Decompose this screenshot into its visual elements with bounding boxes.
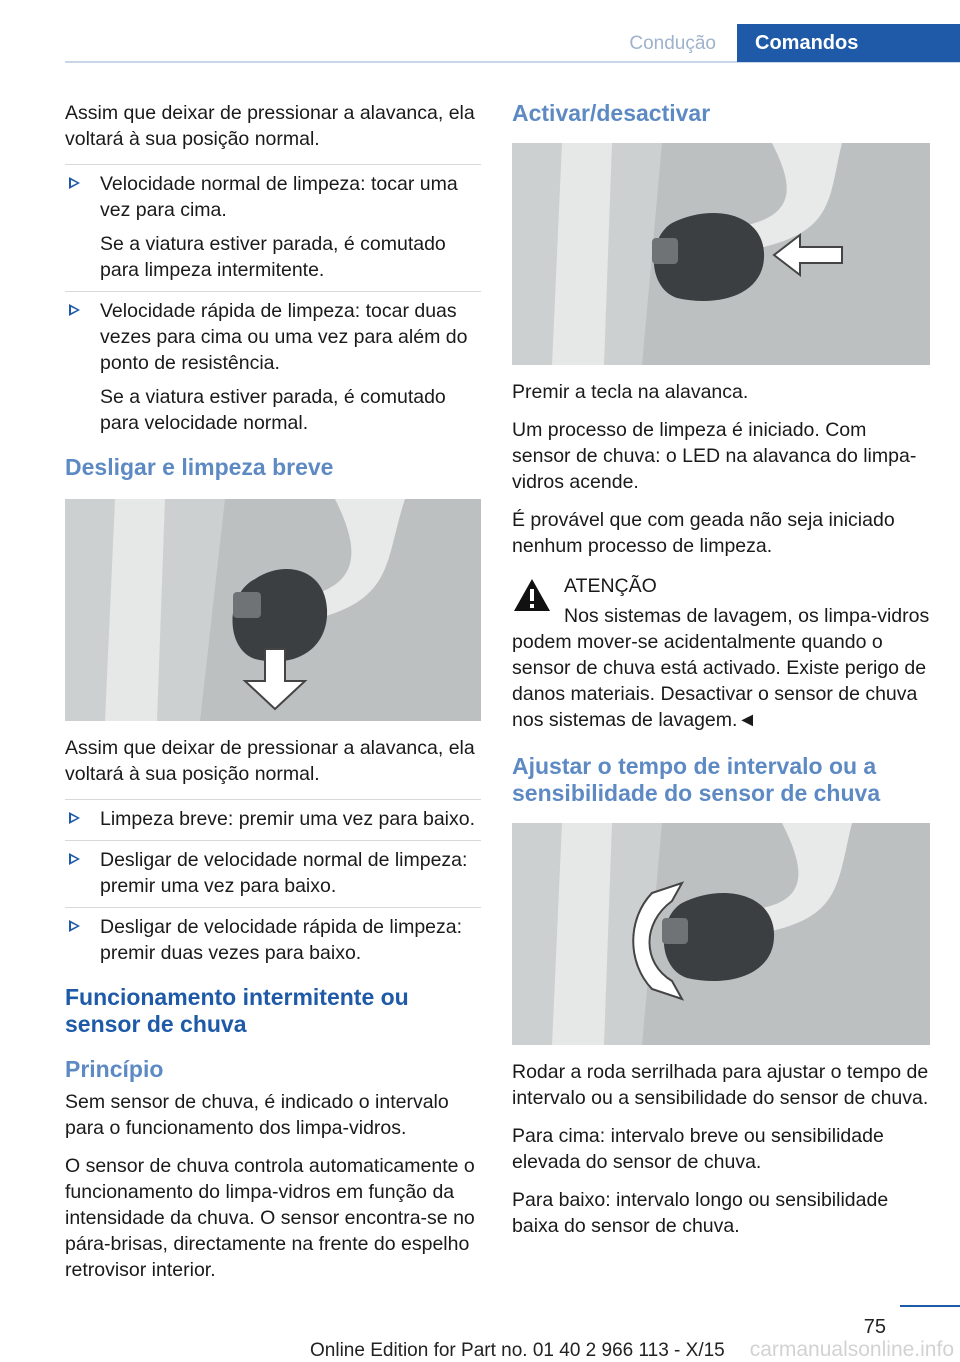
principio-text-2: O sensor de chuva controla automaticamente o funcionamento do limpa-vidros em função da intensidade da chuva. O sensor encontra-se no pára-brisas, directamente na frente do espelho retrovisor interior. [65,1155,475,1281]
right-column [512,100,930,1251]
heading-principio: Princípio [65,1056,164,1082]
heading-ajustar: Ajustar o tempo de intervalo ou a sensibilidade do sensor de chuva [512,753,881,806]
triangle-bullet-icon [69,304,80,316]
ajustar-text-3: Para baixo: intervalo longo ou sensibilidade baixa do sensor de chuva. [512,1189,889,1237]
active-tab[interactable]: Comandos [737,24,960,62]
triangle-bullet-icon [69,812,80,824]
section-tab[interactable]: Condução [629,33,716,54]
list-item [65,291,481,436]
triangle-bullet-icon [69,177,80,189]
figure-lever-down [65,499,481,721]
list-item [65,907,481,966]
list-item [65,164,481,283]
off-list [65,799,481,966]
list-item-sub: Se a viatura estiver parada, é comutado para limpeza intermitente. [100,233,446,281]
list-item-main: Desligar de velocidade rápida de limpeza: premir duas vezes para baixo. [100,916,463,964]
warning-text: Nos sistemas de lavagem, os limpa-vidros podem mover-se acidentalmente quando o sensor de chuva está activado. Existe perigo de danos materiais. Desactivar o sensor de chuva nos sistemas de lavagem.◄ [512,605,930,731]
intro-text: Assim que deixar de pressionar a alavanca, ela voltará à sua posição normal. [65,102,475,150]
warning-triangle-icon [512,577,552,613]
watermark: carmanualsonline.info [749,1338,954,1361]
list-item [65,840,481,899]
left-column [65,100,481,1295]
warning-title: ATENÇÃO [564,575,657,597]
activar-text-1: Premir a tecla na alavanca. [512,381,749,403]
heading-desligar: Desligar e limpeza breve [65,454,334,480]
after-figure-text: Assim que deixar de pressionar a alavanca, ela voltará à sua posição normal. [65,737,475,785]
list-item-main: Limpeza breve: premir uma vez para baixo. [100,808,476,830]
figure-lever-press [512,143,930,365]
page-number: 75 [863,1316,886,1338]
list-item-sub: Se a viatura estiver parada, é comutado para velocidade normal. [100,386,446,434]
footer-rule [900,1305,960,1307]
list-item-main: Desligar de velocidade normal de limpeza: premir uma vez para baixo. [100,849,468,897]
list-item [65,799,481,832]
edition-note: Online Edition for Part no. 01 40 2 966 113 - X/15 [310,1340,725,1361]
figure-thumbwheel [512,823,930,1045]
list-item-main: Velocidade normal de limpeza: tocar uma vez para cima. [100,173,458,221]
triangle-bullet-icon [69,920,80,932]
principio-text-1: Sem sensor de chuva, é indicado o intervalo para o funcionamento dos limpa-vidros. [65,1091,449,1139]
activar-text-3: É provável que com geada não seja iniciado nenhum processo de limpeza. [512,509,895,557]
activar-text-2: Um processo de limpeza é iniciado. Com sensor de chuva: o LED na alavanca do limpa-vidros acende. [512,419,917,493]
ajustar-text-1: Rodar a roda serrilhada para ajustar o tempo de intervalo ou a sensibilidade do sensor de chuva. [512,1061,929,1109]
warning-block [512,571,930,733]
speed-list [65,164,481,436]
list-item-main: Velocidade rápida de limpeza: tocar duas vezes para cima ou uma vez para além do ponto de resistência. [100,300,468,374]
ajustar-text-2: Para cima: intervalo breve ou sensibilidade elevada do sensor de chuva. [512,1125,884,1173]
heading-activar: Activar/desactivar [512,100,711,126]
triangle-bullet-icon [69,853,80,865]
heading-funcionamento: Funcionamento intermitente ou sensor de chuva [65,984,409,1037]
